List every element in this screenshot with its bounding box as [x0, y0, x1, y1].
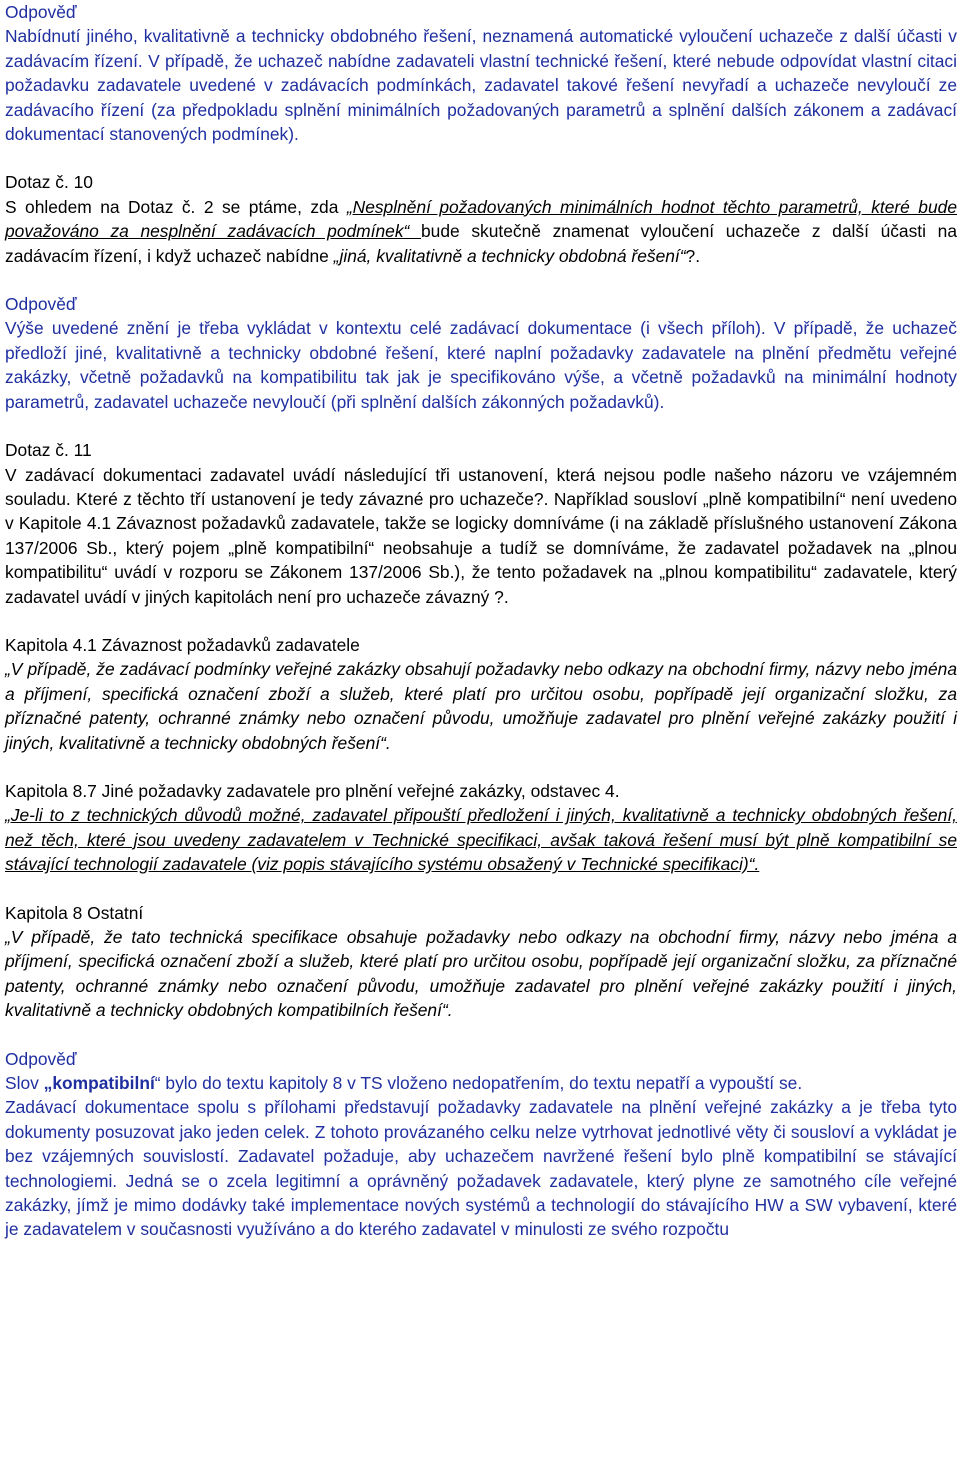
- question-text: V zadávací dokumentaci zadavatel uvádí následující tři ustanovení, která nejsou podle našeho názoru ve vzájemném souladu. Které z těchto tří ustanovení je tedy závazné pro uchazeče?. Například sousloví „plně kompatibilní“ není uvedeno v Kapitole 4.1 Závaznost požadavků zadavatele, takže se logicky domníváme (i na základě příslušného ustanovení Zákona 137/2006 Sb., který pojem „plně kompatibilní“ neobsahuje a tudíž se domníváme, že zadavatel požadavek na „plnou kompatibilitu“ uvádí v rozporu se Zákonem 137/2006 Sb.), že tento požadavek na „plnou kompatibilitu“ zadavatele, který zadavatel uvádí v jiných kapitolách není pro uchazeče závazný ?.: [5, 464, 957, 607]
- question-text-part: bude skutečně znamenat vyloučení uchazeče z další účasti na zadávacím řízení, i když uchazeč nabídne: [5, 221, 957, 266]
- spacer: [5, 609, 957, 633]
- answer-heading: Odpověď: [5, 2, 77, 22]
- spacer: [5, 877, 957, 901]
- answer-text: [5, 1071, 957, 1095]
- question-heading: Dotaz č. 10: [5, 172, 93, 193]
- answer-text-part: “ bylo do textu kapitoly 8 v TS vloženo nedopatřením, do textu nepatří a vypouští se.: [154, 1073, 803, 1094]
- spacer: [5, 1023, 957, 1047]
- spacer: [5, 146, 957, 170]
- chapter-8: [5, 901, 957, 1023]
- bold-term: „kompatibilní: [43, 1073, 155, 1094]
- chapter-8-7: [5, 779, 957, 877]
- question-10: [5, 170, 957, 268]
- answer-text-part: Slov: [5, 1073, 44, 1094]
- answer-block-1: [5, 0, 957, 146]
- answer-10: [5, 292, 957, 414]
- underlined-quote: „Nesplnění požadovaných minimálních hodnot těchto parametrů, které bude považováno za nesplnění zadávacích podmínek“: [5, 196, 957, 242]
- spacer: [5, 414, 957, 438]
- chapter-quote: „V případě, že zadávací podmínky veřejné zakázky obsahují požadavky nebo odkazy na obchodní firmy, názvy nebo jména a příjmení, specifická označení zboží a služeb, které platí pro určitou osobu, popřípadě její organizační složku, za příznačné patenty, ochranné známky nebo označení původu, umožňuje zadavatel pro plnění veřejné zakázky použití i jiných, kvalitativně a technicky obdobných řešení“.: [5, 659, 957, 753]
- question-text-part: S ohledem na Dotaz č. 2 se ptáme, zda: [5, 196, 347, 217]
- italic-quote: „jiná, kvalitativně a technicky obdobná řešení“: [333, 245, 686, 266]
- answer-text: Nabídnutí jiného, kvalitativně a technicky obdobného řešení, neznamená automatické vyloučení uchazeče z další účasti v zadávacím řízení. V případě, že uchazeč nabídne zadavateli vlastní technické řešení, které nebude odpovídat vlastní citaci požadavku zadavatele uvedené v zadávacích podmínkách, zadavatel takové řešení nevyřadí a uchazeče nevyloučí ze zadávacího řízení (za předpokladu splnění minimálních požadovaných parametrů a splnění dalších zákonem a zadávací dokumentací stanovených podmínek).: [5, 26, 957, 145]
- chapter-heading: Kapitola 4.1 Závaznost požadavků zadavatele: [5, 634, 360, 655]
- question-heading: Dotaz č. 11: [5, 440, 92, 461]
- chapter-4-1: [5, 633, 957, 755]
- question-text-part: ?.: [685, 245, 701, 266]
- chapter-heading: Kapitola 8 Ostatní: [5, 902, 144, 923]
- question-11: [5, 438, 957, 609]
- chapter-quote: „Je-li to z technických důvodů možné, zadavatel připouští předložení i jiných, kvalitativně a technicky obdobných řešení, než těch, které jsou uvedeny zadavatelem v Technické specifikaci, avšak taková řešení musí být plně kompatibilní se stávající technologií zadavatele (viz popis stávajícího systému obsažený v Technické specifikaci)“.: [5, 805, 957, 875]
- chapter-quote: „V případě, že tato technická specifikace obsahuje požadavky nebo odkazy na obchodní firmy, názvy nebo jména a příjmení, specifická označení zboží a služeb, které platí pro určitou osobu, popřípadě její organizační složku, za příznačné patenty, ochranné známky nebo označení původu, umožňuje zadavatel pro plnění veřejné zakázky použití i jiných, kvalitativně a technicky obdobných kompatibilních řešení“.: [5, 927, 957, 1021]
- spacer: [5, 268, 957, 292]
- chapter-heading: Kapitola 8.7 Jiné požadavky zadavatele pro plnění veřejné zakázky, odstavec 4.: [5, 780, 620, 801]
- answer-heading: Odpověď: [5, 1048, 77, 1069]
- question-text: [5, 195, 957, 268]
- answer-11: [5, 1047, 957, 1242]
- answer-text: Zadávací dokumentace spolu s přílohami představují požadavky zadavatele na plnění veřejné zakázky a je třeba tyto dokumenty posuzovat jako jeden celek. Z tohoto provázaného celku nelze vytrhovat jednotlivé věty či sousloví a vykládat je bez vzájemných souvislostí. Zadavatel požaduje, aby uchazečem navržené řešení bylo plně kompatibilní se stávající technologiemi. Jedná se o zcela legitimní a oprávněný požadavek zadavatele, který plyne ze samotného cíle veřejné zakázky, jímž je mimo dodávky také implementace nových systémů a technologií do stávajícího HW a SW vybavení, které je zadavatelem v současnosti využíváno a do kterého zadavatel v minulosti ze svého rozpočtu: [5, 1097, 957, 1240]
- answer-heading: Odpověď: [5, 294, 77, 315]
- answer-text: Výše uvedené znění je třeba vykládat v kontextu celé zadávací dokumentace (i všech příloh). V případě, že uchazeč předloží jiné, kvalitativně a technicky obdobné řešení, které naplní požadavky zadavatele na plnění předmětu veřejné zakázky, včetně požadavků na kompatibilitu tak jak je specifikováno výše, a včetně požadavků na minimální hodnoty parametrů, zadavatel uchazeče nevyloučí (při splnění dalších zákonných požadavků).: [5, 318, 957, 412]
- spacer: [5, 755, 957, 779]
